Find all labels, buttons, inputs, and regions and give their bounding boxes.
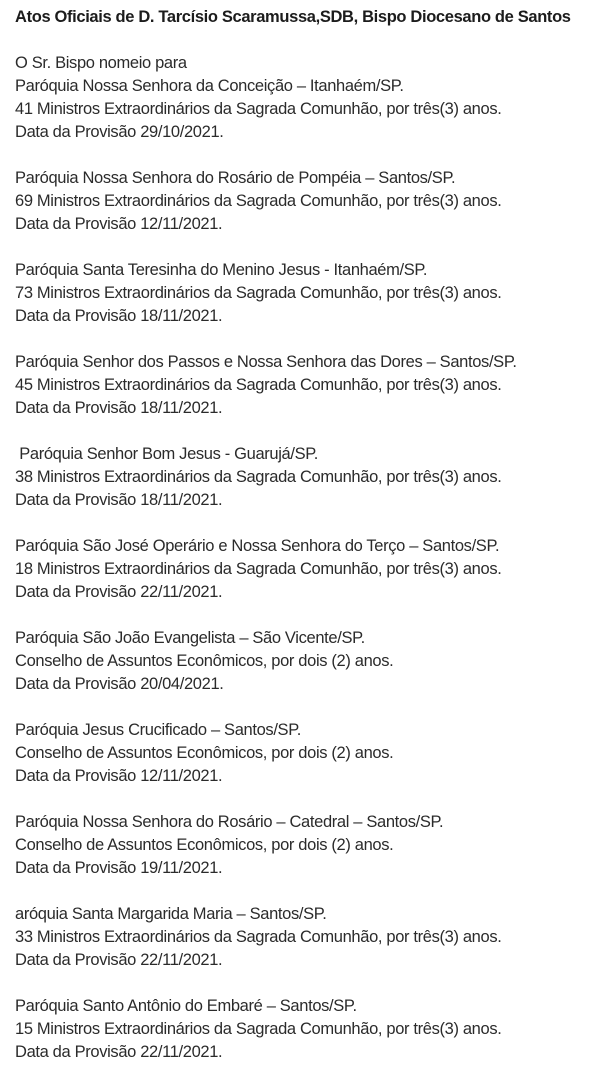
parish-name: Paróquia Santa Teresinha do Menino Jesus - Itanhaém/SP. [15,261,428,279]
appointment-text: 33 Ministros Extraordinários da Sagrada Comunhão, por três(3) anos. [15,928,502,946]
parish-name: Paróquia Senhor Bom Jesus - Guarujá/SP. [15,445,319,463]
parish-name: aróquia Santa Margarida Maria – Santos/SP. [15,905,327,923]
parish-name: Paróquia São José Operário e Nossa Senhora do Terço – Santos/SP. [15,537,500,555]
appointment-text: 73 Ministros Extraordinários da Sagrada Comunhão, por três(3) anos. [15,284,502,302]
provision-date: Data da Provisão 22/11/2021. [15,583,223,601]
appointment-entry [15,75,600,144]
parish-name: Paróquia Nossa Senhora do Rosário – Catedral – Santos/SP. [15,813,444,831]
provision-date: Data da Provisão 29/10/2021. [15,123,224,141]
appointment-entry [15,443,600,512]
provision-date: Data da Provisão 22/11/2021. [15,1043,223,1061]
provision-date: Data da Provisão 12/11/2021. [15,215,223,233]
provision-date: Data da Provisão 22/11/2021. [15,951,223,969]
appointment-entry [15,351,600,420]
provision-date: Data da Provisão 18/11/2021. [15,399,223,417]
appointment-entry [15,811,600,880]
appointment-text: 69 Ministros Extraordinários da Sagrada Comunhão, por três(3) anos. [15,192,502,210]
appointment-entry [15,535,600,604]
provision-date: Data da Provisão 18/11/2021. [15,307,223,325]
parish-name: Paróquia Senhor dos Passos e Nossa Senhora das Dores – Santos/SP. [15,353,517,371]
document-title: Atos Oficiais de D. Tarcísio Scaramussa,SDB, Bispo Diocesano de Santos [15,8,571,26]
appointment-entry [15,259,600,328]
appointment-text: Conselho de Assuntos Econômicos, por dois (2) anos. [15,836,394,854]
appointment-entry [15,167,600,236]
provision-date: Data da Provisão 12/11/2021. [15,767,223,785]
parish-name: Paróquia Jesus Crucificado – Santos/SP. [15,721,301,739]
appointment-text: 45 Ministros Extraordinários da Sagrada Comunhão, por três(3) anos. [15,376,502,394]
parish-name: Paróquia São João Evangelista – São Vicente/SP. [15,629,365,647]
appointment-text: Conselho de Assuntos Econômicos, por dois (2) anos. [15,744,394,762]
appointment-text: Conselho de Assuntos Econômicos, por dois (2) anos. [15,652,394,670]
parish-name: Paróquia Santo Antônio do Embaré – Santos/SP. [15,997,357,1015]
appointment-text: 38 Ministros Extraordinários da Sagrada Comunhão, por três(3) anos. [15,468,502,486]
appointment-entry [15,995,600,1064]
provision-date: Data da Provisão 19/11/2021. [15,859,223,877]
intro-text: O Sr. Bispo nomeio para [15,54,187,72]
appointment-text: 18 Ministros Extraordinários da Sagrada Comunhão, por três(3) anos. [15,560,502,578]
appointment-entry [15,903,600,972]
provision-date: Data da Provisão 18/11/2021. [15,491,223,509]
parish-name: Paróquia Nossa Senhora da Conceição – Itanhaém/SP. [15,77,404,95]
provision-date: Data da Provisão 20/04/2021. [15,675,224,693]
appointment-text: 15 Ministros Extraordinários da Sagrada Comunhão, por três(3) anos. [15,1020,502,1038]
parish-name: Paróquia Nossa Senhora do Rosário de Pompéia – Santos/SP. [15,169,456,187]
appointment-entry [15,719,600,788]
appointment-entry [15,627,600,696]
appointment-text: 41 Ministros Extraordinários da Sagrada Comunhão, por três(3) anos. [15,100,502,118]
